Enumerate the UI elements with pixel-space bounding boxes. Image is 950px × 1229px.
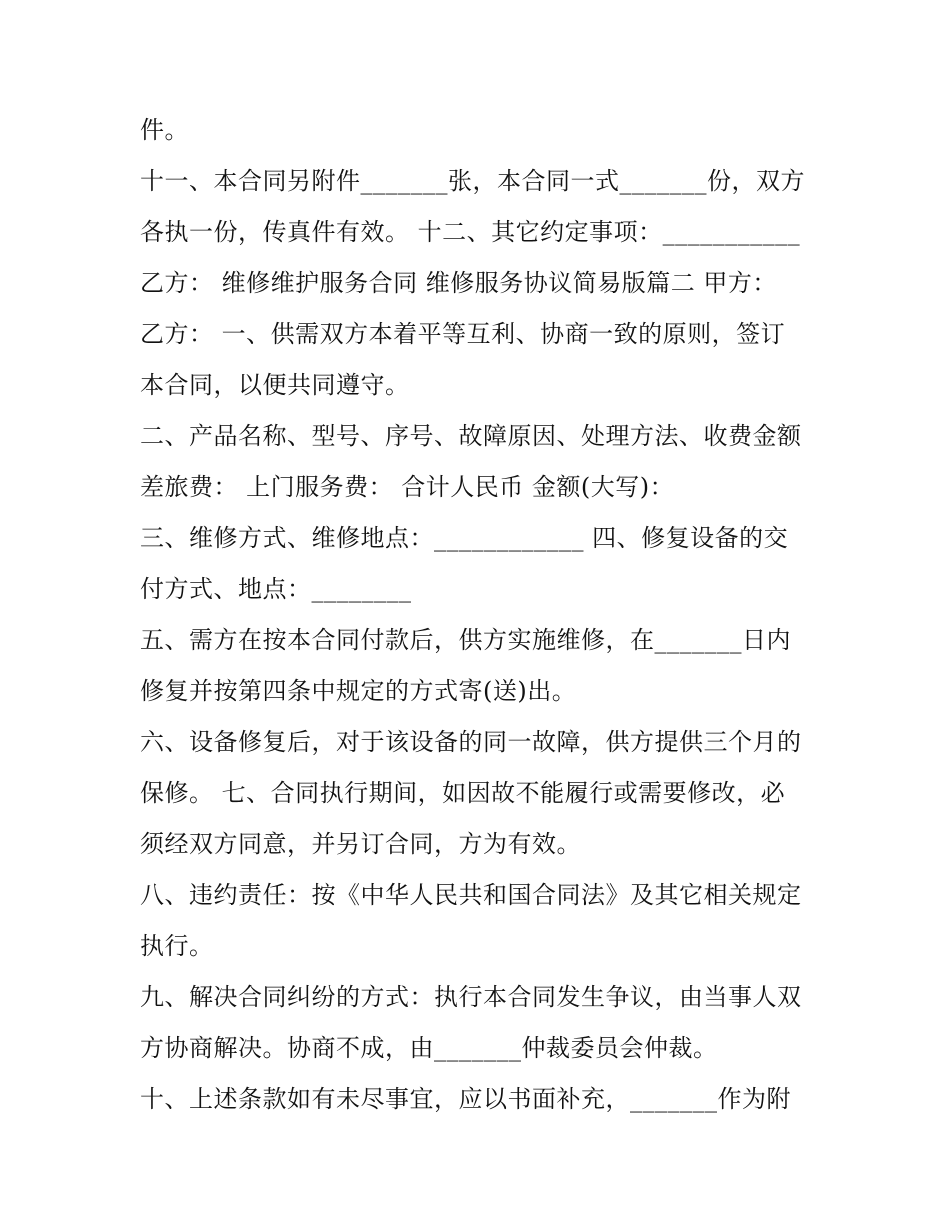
text-line: 执行。 xyxy=(140,932,214,960)
text-line: 八、违约责任：按《中华人民共和国合同法》及其它相关规定 xyxy=(140,881,802,909)
text-line: 二、产品名称、型号、序号、故障原因、处理方法、收费金额 xyxy=(140,422,802,450)
text-line: 十、上述条款如有未尽事宜，应以书面补充，_______作为附 xyxy=(140,1085,791,1113)
text-line: 本合同，以便共同遵守。 xyxy=(140,371,410,399)
text-line: 乙方： 一、供需双方本着平等互利、协商一致的原则，签订 xyxy=(140,320,786,348)
text-line: 五、需方在按本合同付款后，供方实施维修，在_______日内 xyxy=(140,626,791,654)
text-line: 九、解决合同纠纷的方式：执行本合同发生争议，由当事人双 xyxy=(140,983,802,1011)
text-line: 修复并按第四条中规定的方式寄(送)出。 xyxy=(140,677,577,705)
text-line: 须经双方同意，并另订合同，方为有效。 xyxy=(140,830,581,858)
text-line: 乙方： 维修维护服务合同 维修服务协议简易版篇二 甲方： xyxy=(140,269,777,297)
text-line: 保修。 七、合同执行期间，如因故不能履行或需要修改，必 xyxy=(140,779,786,807)
text-line: 六、设备修复后，对于该设备的同一故障，供方提供三个月的 xyxy=(140,728,802,756)
text-line: 方协商解决。协商不成，由_______仲裁委员会仲裁。 xyxy=(140,1034,718,1062)
text-line: 三、维修方式、维修地点：____________ 四、修复设备的交 xyxy=(140,524,789,552)
text-line: 十一、本合同另附件_______张，本合同一式_______份，双方 xyxy=(140,167,805,195)
text-line: 各执一份，传真件有效。 十二、其它约定事项：___________ xyxy=(140,218,801,246)
text-line: 付方式、地点：________ xyxy=(140,575,412,603)
text-line: 件。 xyxy=(140,116,189,144)
text-line: 差旅费： 上门服务费： 合计人民币 金额(大写)： xyxy=(140,473,675,501)
